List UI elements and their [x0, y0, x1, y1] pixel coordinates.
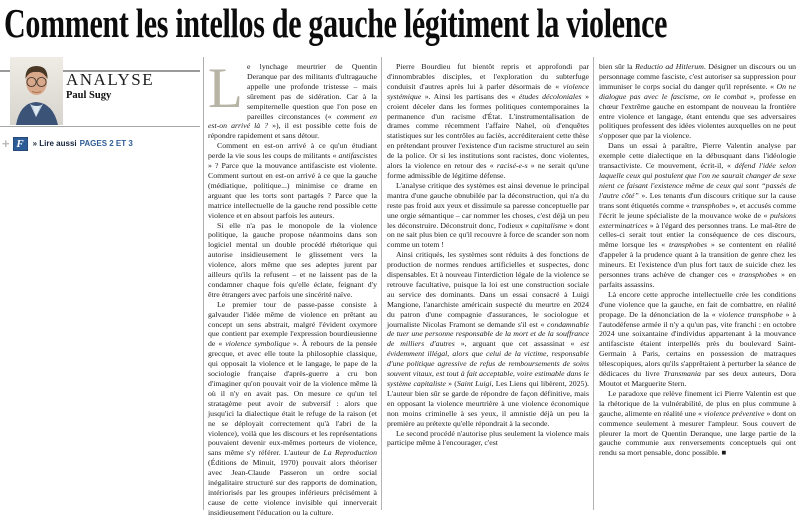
- article-paragraph: Pierre Bourdieu fut bientôt repris et approfondi par d'innombrables disciples, et l'exploration du subterfuge conduisit d'autres après lui à parler désormais de « violence systémique ». Ainsi les partisans des « études décoloniales » croient déceler dans les formes politiques contemporaines la permanence d'un racisme d'État. L'instrumentalisation de drames comme récemment l'affaire Nahel, où d'enquêtes statistiques sur les contrôles au faciès, accréditeraient cette thèse en prétendant prouver l'existence d'un racisme structurel au sein de la police. Or si les institutions sont racistes, donc violentes, alors la violence en retour des « racisé-e-s » ne serait qu'une forme admissible de légitime défense.: [387, 62, 590, 180]
- article-paragraph: bien sûr la Reductio ad Hitlerum. Désigner un discours ou un personnage comme fasciste, c'est autoriser sa suppression pour immuniser le corps social du danger qu'il représente. « On ne dialogue pas avec le fascisme, on le combat », professe en chœur l'extrême gauche en estompant de nouveau la frontière entre violence et langage, étant entendu que ses adversaires politiques professent des idées violentes auxquelles on ne peut s'opposer que par la violence.: [599, 62, 796, 141]
- article-paragraph: Le lynchage meurtrier de Quentin Deranque par des militants d'ultragauche appelle une profonde tristesse – mais sûrement pas de sidération. Car à la sempiternelle question que l'on pose en pareilles circonstances (« comment en est-on arrivé là ? »), il est possible cette fois de répondre rapidement et sans détour.: [208, 57, 377, 141]
- read-also-label: » Lire aussi: [32, 139, 77, 148]
- article-paragraph: Là encore cette approche intellectuelle crée les conditions d'une violence que la gauche, en fait de combattre, en réalité propage. De la dénonciation de la « violence transphobe » à l'autodéfense armée il n'y a qu'un pas, vite franchi : en octobre 2024 une soixantaine d'individus appartenant à la mouvance antifasciste étaient interpellés près du boulevard Saint-Germain à Paris, certains en possession de matraques télescopiques, alors qu'ils s'apprêtaient à perturber la séance de dédicaces du livre Transmania par ses deux auteurs, Dora Moutot et Marguerite Stern.: [599, 289, 797, 388]
- page-title: [4, 1, 798, 53]
- figaro-logo-icon: F: [13, 137, 28, 151]
- read-also-link[interactable]: [2, 136, 133, 151]
- article-paragraph: Comment en est-on arrivé à ce qu'un étudiant perde la vie sous les coups de militants « antifascistes » ? Parce que la mouvance antifasciste est violente. Comment surtout en est-on arrivé à ce que la gauche (médiatique, politique...) minimise ce drame en arguant que les torts sont partagés ? Parce que la matrice intellectuelle de la gauche rend possible cette violence et en absout parfois les auteurs.: [208, 141, 377, 220]
- analysis-sidebar: [0, 57, 204, 510]
- read-also-pages: PAGES 2 ET 3: [79, 139, 133, 148]
- headline-text: Comment les intellos de gauche légitiment la violence: [4, 1, 668, 47]
- article-column-2: [382, 57, 594, 510]
- article-paragraph: Le second procédé n'autorise plus seulement la violence mais participe même à l'encourager, c'est: [387, 428, 589, 448]
- article-body: [0, 57, 800, 517]
- article-column-1: [204, 57, 382, 517]
- article-paragraph: Le premier tour de passe-passe consiste à galvauder l'idée même de violence en prêtant au concept un sens abstrait, malgré l'évident oxymore que contient par exemple l'expression bourdieusienne de « violence symbolique ». À rebours de la pensée grecque, et avec elle toute la philosophie classique, qui opposait la violence et le langage, le pape de la sociologie française d'après-guerre a cru bon d'imaginer qu'on pouvait voir de la violence même là où il n'y en avait pas. On mesure ce qu'un tel stratagème peut avoir de subversif : alors que jusqu'ici la dialectique était le refuge de la raison (et ne se déployait correctement qu'à l'abri de la violence), voilà que les discours et les représentations pouvaient devenir eux-mêmes porteurs de violence, sans même s'y référer. L'auteur de La Reproduction (Éditions de Minuit, 1970) pouvait alors théoriser avec Jean-Claude Passeron un ordre social inégalitaire structuré sur des rapports de domination, intériorisés par les groupes inférieurs précisément à cause de cette violence invisible qui innerverait insidieusement l'éducation ou la culture.: [208, 299, 378, 517]
- dropcap-letter: L: [208, 57, 243, 120]
- author-name: Paul Sugy: [66, 90, 112, 101]
- article-paragraph: Le paradoxe que relève finement ici Pierre Valentin est que la rhétorique de la vulnérabilité, de plus en plus commune à gauche, alimente en réalité une « violence préventive » dont on commence seulement à mesurer l'ampleur. Sous couvert de pleurer la mort de Quentin Deranque, une large partie de la gauche communie aux renversements conceptuels qui ont rendu sa mort pensable, donc possible. ■: [599, 388, 797, 458]
- author-photo: [10, 57, 63, 125]
- analysis-kicker: ANALYSE: [66, 70, 155, 89]
- article-paragraph: Ainsi critiqués, les systèmes sont réduits à des fonctions de production de normes rendues artificielles et suspectes, donc dispensables. Et à nouveau l'interdiction légale de la violence se retrouve facultative, puisque la loi est une construction sociale au service des dominants. Dans un essai consacré à Luigi Mangione, l'anarchiste américain suspecté du meurtre en 2024 du patron d'une compagnie d'assurances, le sociologue et journaliste Nicolas Framont se demande s'il est « condamnable de tuer une personne responsable de la mort et de la souffrance de milliers d'autres », arguant que cet assassinat « est évidemment illégal, alors que celui de la victime, responsable d'une politique agressive de refus de remboursements de soins souvent vitaux, est tout à fait acceptable, voire estimable dans le système capitaliste » (Saint Luigi, Les Liens qui libèrent, 2025). L'auteur bien sûr se garde de répondre de façon définitive, mais en opposant la violence meurtrière à une violence économique non moins criminelle à ses yeux, il amnistie déjà un peu la première au prétexte qu'elle répondrait à la seconde.: [387, 250, 589, 428]
- divider: [0, 126, 200, 127]
- article-column-3: [594, 57, 800, 510]
- article-paragraph: Si elle n'a pas le monopole de la violence politique, la gauche propose néanmoins dans son logiciel mental un double procédé rhétorique qui autorise insidieusement le glissement vers la violence, alors même que ses adeptes jurent par ailleurs qu'ils la refusent – et ne laissent pas de la condamner chaque fois qu'elle éclate, feignant d'y être étrangers avec parfois une sincérité naïve.: [208, 220, 377, 299]
- article-paragraph: Dans un essai à paraître, Pierre Valentin analyse par exemple cette dialectique en la débusquant dans l'idéologie transactiviste. Ce mouvement, écrit-il, « défend l'idée selon laquelle ceux qui postulent que l'on ne saurait changer de sexe nient ce faisant l'existence même de ceux qui sont “passés de l'autre côté” ». Les tenants d'un discours critique sur la cause trans sont étiquetés comme « transphobes », et accusés comme l'écrit le jeune spécialiste de la mouvance woke de « pulsions exterminatrices » à l'égard des personnes trans. Le mal-être de celles-ci serait tout entier la conséquence de ces discours, même lorsque les « transphobes » se contentent en réalité d'appeler à la prudence quant à la transition de genre chez les mineurs. Et l'existence d'un plus fort taux de suicide chez les personnes trans achève de changer ces « transphobes » en parfaits assassins.: [599, 141, 796, 289]
- plus-icon: +: [2, 136, 10, 151]
- article-paragraph: L'analyse critique des systèmes est ainsi devenue le principal mantra d'une gauche obnubilée par la déconstruction, qui n'a du reste pas froid aux yeux et dissimule sa paresse conceptuelle par une orgie sémantique – car nommer les choses, c'est déjà un peu les déconstruire. Déconstruit donc, l'odieux « capitalisme » dont on ne sait plus bien ce qu'il recouvre à force de scander son nom comme un totem !: [387, 180, 589, 250]
